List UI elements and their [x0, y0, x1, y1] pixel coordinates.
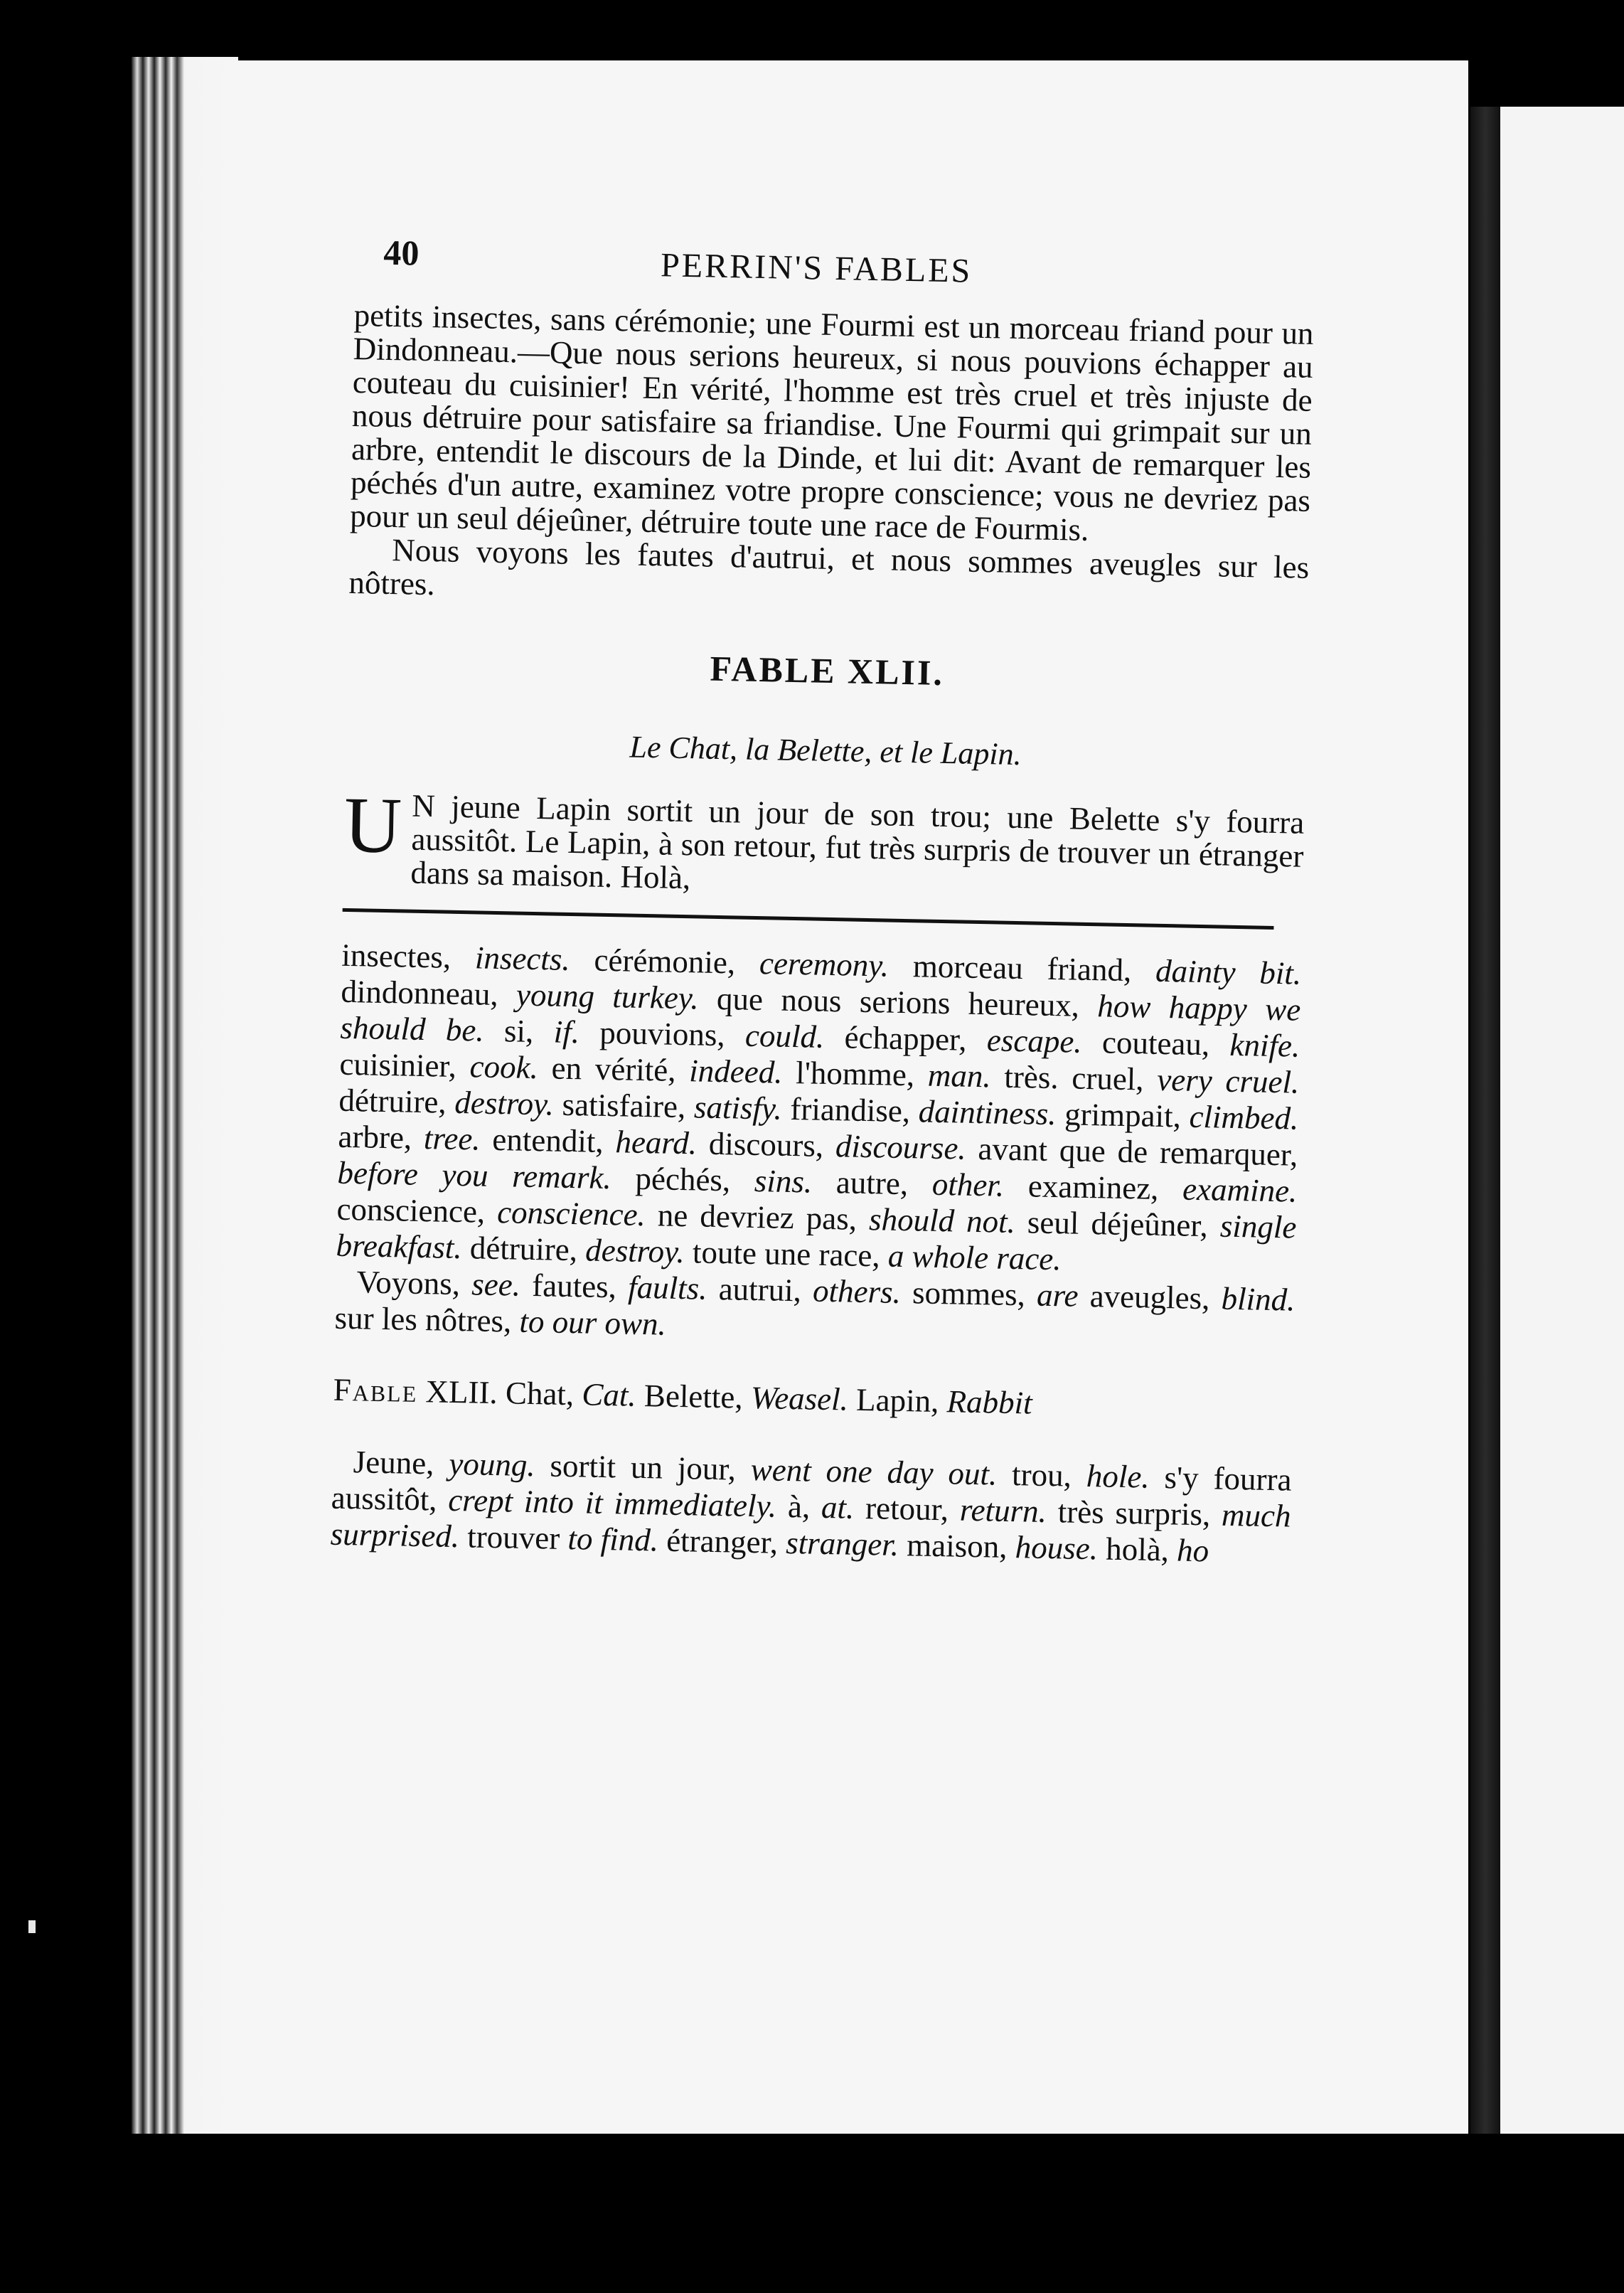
gloss-french: détruire, — [338, 1082, 455, 1120]
gloss-english: sins. — [754, 1163, 813, 1200]
gloss-french: à, — [776, 1488, 822, 1525]
gloss-french: couteau, — [1081, 1023, 1231, 1063]
page-gutter — [1470, 107, 1500, 2134]
gloss-english: single breakfast. — [336, 1208, 1297, 1266]
gloss-english: Weasel. — [750, 1379, 849, 1417]
gloss-english: insects. — [474, 940, 571, 977]
gloss-french: cérémonie, — [570, 941, 760, 981]
notes-paragraph — [336, 937, 1302, 1282]
gloss-french: péchés, — [611, 1160, 755, 1199]
gloss-french: sommes, — [900, 1275, 1037, 1313]
moral-paragraph: Nous voyons les fautes d'autrui, et nous sommes aveugles sur les nôtres. — [348, 532, 1310, 602]
gloss-english: a whole race. — [887, 1238, 1062, 1277]
gloss-english: see. — [471, 1266, 521, 1303]
gloss-english: heard. — [615, 1124, 698, 1161]
gloss-french: Voyons, — [356, 1264, 472, 1302]
gloss-french: trou, — [996, 1456, 1087, 1494]
gloss-french: discours, — [696, 1125, 836, 1164]
book-spine — [132, 57, 238, 2134]
gloss-english: young turkey. — [515, 977, 700, 1016]
gloss-english: how happy we should be. — [340, 988, 1301, 1048]
gloss-french: très. cruel, — [990, 1058, 1158, 1097]
gloss-french: en vérité, — [538, 1050, 690, 1089]
gloss-french: friandise, — [781, 1090, 919, 1129]
gloss-english: daintiness. — [918, 1093, 1057, 1132]
page-number: 40 — [383, 232, 420, 273]
gloss-french: s'y fourra aussitôt, — [331, 1459, 1293, 1518]
gloss-english: house. — [1015, 1529, 1099, 1567]
gloss-french: cuisinier, — [339, 1046, 471, 1085]
gloss-french: insectes, — [341, 937, 476, 976]
gloss-english: young. — [448, 1445, 536, 1484]
gloss-english: conscience. — [496, 1194, 646, 1233]
gloss-english: escape. — [986, 1022, 1083, 1060]
gloss-english: man. — [927, 1057, 992, 1095]
gloss-english: stranger. — [785, 1524, 899, 1563]
gloss-french: fautes, — [520, 1267, 629, 1305]
facing-page — [1500, 107, 1624, 2134]
gloss-english: other. — [931, 1166, 1005, 1203]
gloss-french: Chat, — [497, 1375, 582, 1412]
gloss-french: autrui, — [707, 1270, 813, 1309]
vocabulary-notes — [330, 937, 1301, 1571]
gloss-french: détruire, — [461, 1230, 586, 1268]
fable-text-continued — [348, 299, 1314, 618]
gloss-french: sortit un jour, — [535, 1447, 752, 1487]
notes-inline-group — [497, 1375, 1032, 1420]
gloss-english: tree. — [423, 1120, 481, 1157]
gloss-french: grimpait, — [1056, 1096, 1190, 1134]
gloss-french: Lapin, — [848, 1381, 948, 1420]
gloss-french: que nous serions heureux, — [698, 980, 1098, 1024]
running-title: PERRIN'S FABLES — [660, 246, 973, 290]
gloss-english: Cat. — [581, 1376, 637, 1413]
fable-number: XLII. — [425, 1373, 498, 1411]
gloss-english: at. — [821, 1489, 855, 1526]
fable-subtitle: Le Chat, la Belette, et le Lapin. — [629, 729, 1022, 772]
gloss-english: indeed. — [688, 1053, 783, 1090]
scan-artifact — [28, 1920, 36, 1933]
gloss-french: Belette, — [636, 1377, 752, 1415]
gloss-french: l'homme, — [782, 1054, 929, 1093]
page-content — [330, 231, 1315, 1571]
gloss-english: if. — [553, 1014, 580, 1050]
gloss-french: étranger, — [658, 1522, 786, 1560]
gloss-french: si, — [484, 1012, 555, 1050]
fable-opening-text: N jeune Lapin sortit un jour de son trou; une Belette s'y fourra aussitôt. Le Lapin, à son retour, fut très surpris de trouver un étranger dans sa maison. Holà, — [410, 787, 1305, 896]
gloss-french: entendit, — [480, 1121, 616, 1160]
gloss-french: avant que de remarquer, — [966, 1130, 1298, 1173]
gloss-english: ceremony. — [759, 945, 890, 984]
gloss-french: maison, — [898, 1527, 1016, 1565]
gloss-english: before you remark. — [337, 1154, 612, 1196]
gloss-english: others. — [812, 1272, 902, 1310]
fable-opening — [343, 780, 1305, 907]
gloss-english: crept into it immediately. — [447, 1481, 777, 1524]
gloss-french: dindonneau, — [340, 973, 517, 1013]
gloss-french: toute une race, — [684, 1234, 889, 1274]
gloss-english: to our own. — [519, 1303, 667, 1342]
gloss-english: should not. — [868, 1201, 1016, 1240]
gloss-french: examinez, — [1003, 1167, 1183, 1207]
fable-label: Fable — [333, 1371, 418, 1409]
divider-rule — [343, 908, 1274, 930]
drop-cap: U — [343, 780, 403, 871]
gloss-french: aveugles, — [1078, 1277, 1222, 1316]
gloss-english: faults. — [627, 1269, 707, 1307]
gloss-french: arbre, — [338, 1118, 424, 1156]
gloss-french: morceau friand, — [888, 947, 1156, 989]
gloss-english: cook. — [469, 1048, 539, 1086]
gloss-french: seul déjeûner, — [1015, 1204, 1221, 1244]
gloss-english: ho — [1176, 1532, 1209, 1569]
gloss-english: climbed. — [1189, 1098, 1299, 1137]
gloss-english: could. — [744, 1017, 825, 1055]
gloss-english: return. — [959, 1491, 1047, 1529]
notes-paragraph — [330, 1444, 1292, 1571]
gloss-english: examine. — [1182, 1171, 1298, 1209]
gloss-english: dainty bit. — [1155, 952, 1302, 991]
fable-heading: FABLE XLII. — [710, 648, 945, 693]
gloss-french: satisfaire, — [553, 1086, 695, 1125]
gloss-french: Jeune, — [353, 1444, 449, 1481]
gloss-english: satisfy. — [693, 1089, 783, 1127]
gloss-english: blind. — [1221, 1280, 1296, 1318]
gloss-french: trouver — [459, 1518, 568, 1557]
gloss-english: hole. — [1086, 1458, 1150, 1495]
gloss-english: Rabbit — [946, 1383, 1033, 1421]
gloss-french: retour, — [853, 1489, 961, 1528]
gloss-french: très surpris, — [1046, 1493, 1222, 1533]
notes-fable-line — [333, 1372, 1293, 1427]
gloss-english: to find. — [567, 1521, 659, 1558]
gloss-french: autre, — [811, 1164, 933, 1202]
gloss-french: pouvions, — [579, 1014, 746, 1053]
gloss-english: destroy. — [584, 1232, 685, 1270]
gloss-english: much surprised. — [330, 1496, 1292, 1555]
gloss-english: went one day out. — [750, 1451, 998, 1492]
gloss-french: holà, — [1097, 1531, 1177, 1568]
gloss-english: destroy. — [454, 1084, 555, 1122]
gloss-english: knife. — [1229, 1026, 1300, 1064]
gloss-english: discourse. — [835, 1128, 967, 1166]
gloss-english: are — [1036, 1277, 1079, 1314]
gloss-french: échapper, — [823, 1018, 988, 1058]
paragraph: petits insectes, sans cérémonie; une Fourmi est un morceau friand pour un Dindonneau.—Que nous serions heureux, si nous pouvions échapper au couteau du cuisinier! En vérité, l'homme est très cruel et très injuste de nous détruire pour satisfaire sa friandise. Une Fourmi qui grimpait sur un arbre, entendit le discours de la Dinde, et lui dit: Avant de remarquer les péchés d'un autre, examinez votre propre conscience; vous ne devriez pas pour un seul déjeûner, détruire toute une race de Fourmis. — [349, 297, 1314, 548]
gloss-french: conscience, — [336, 1191, 498, 1230]
gloss-french: sur les nôtres, — [334, 1299, 520, 1339]
gloss-french: ne devriez pas, — [645, 1197, 870, 1238]
gloss-english: very cruel. — [1156, 1061, 1300, 1100]
